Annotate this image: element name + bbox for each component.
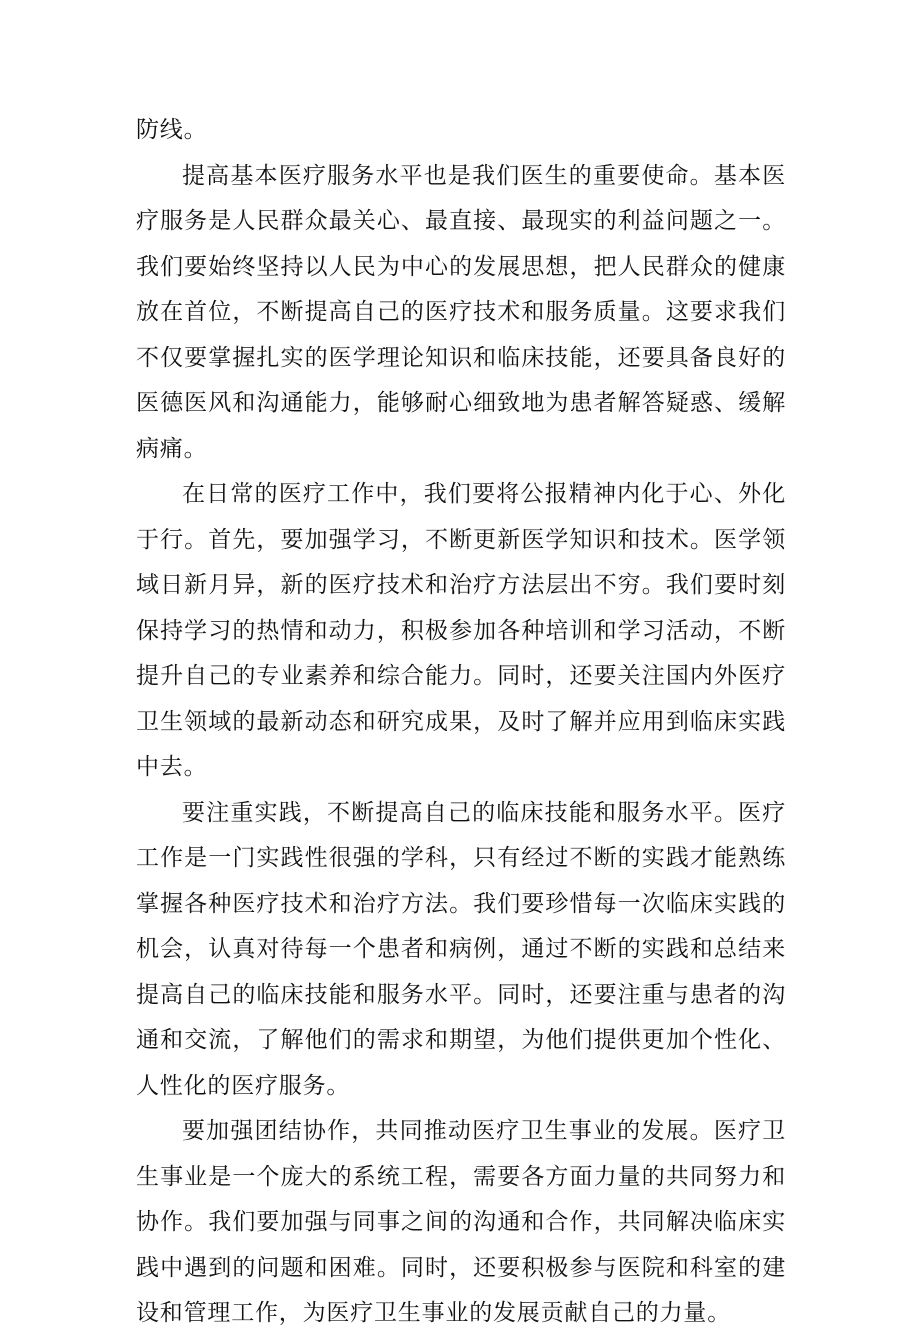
document-page [136, 108, 786, 1337]
paragraph-practice: 要注重实践，不断提高自己的临床技能和服务水平。医疗工作是一门实践性很强的学科，只有经过不断的实践才能熟练掌握各种医疗技术和治疗方法。我们要珍惜每一次临床实践的机会，认真对待每一个患者和病例，通过不断的实践和总结来提高自己的临床技能和服务水平。同时，还要注重与患者的沟通和交流，了解他们的需求和期望，为他们提供更加个性化、人性化的医疗服务。 [136, 799, 786, 1099]
paragraph-daily-work: 在日常的医疗工作中，我们要将公报精神内化于心、外化于行。首先，要加强学习，不断更新医学知识和技术。医学领域日新月异，新的医疗技术和治疗方法层出不穷。我们要时刻保持学习的热情和动力，积极参加各种培训和学习活动，不断提升自己的专业素养和综合能力。同时，还要关注国内外医疗卫生领域的最新动态和研究成果，及时了解并应用到临床实践中去。 [136, 481, 786, 780]
paragraph-teamwork: 要加强团结协作，共同推动医疗卫生事业的发展。医疗卫生事业是一个庞大的系统工程，需要各方面力量的共同努力和协作。我们要加强与同事之间的沟通和合作，共同解决临床实践中遇到的问题和困难。同时，还要积极参与医院和科室的建设和管理工作，为医疗卫生事业的发展贡献自己的力量。 [136, 1118, 786, 1326]
paragraph-basic-medical-service: 提高基本医疗服务水平也是我们医生的重要使命。基本医疗服务是人民群众最关心、最直接、最现实的利益问题之一。我们要始终坚持以人民为中心的发展思想，把人民群众的健康放在首位，不断提高自己的医疗技术和服务质量。这要求我们不仅要掌握扎实的医学理论知识和临床技能，还要具备良好的医德医风和沟通能力，能够耐心细致地为患者解答疑惑、缓解病痛。 [136, 162, 786, 462]
paragraph-continued: 防线。 [136, 117, 208, 143]
